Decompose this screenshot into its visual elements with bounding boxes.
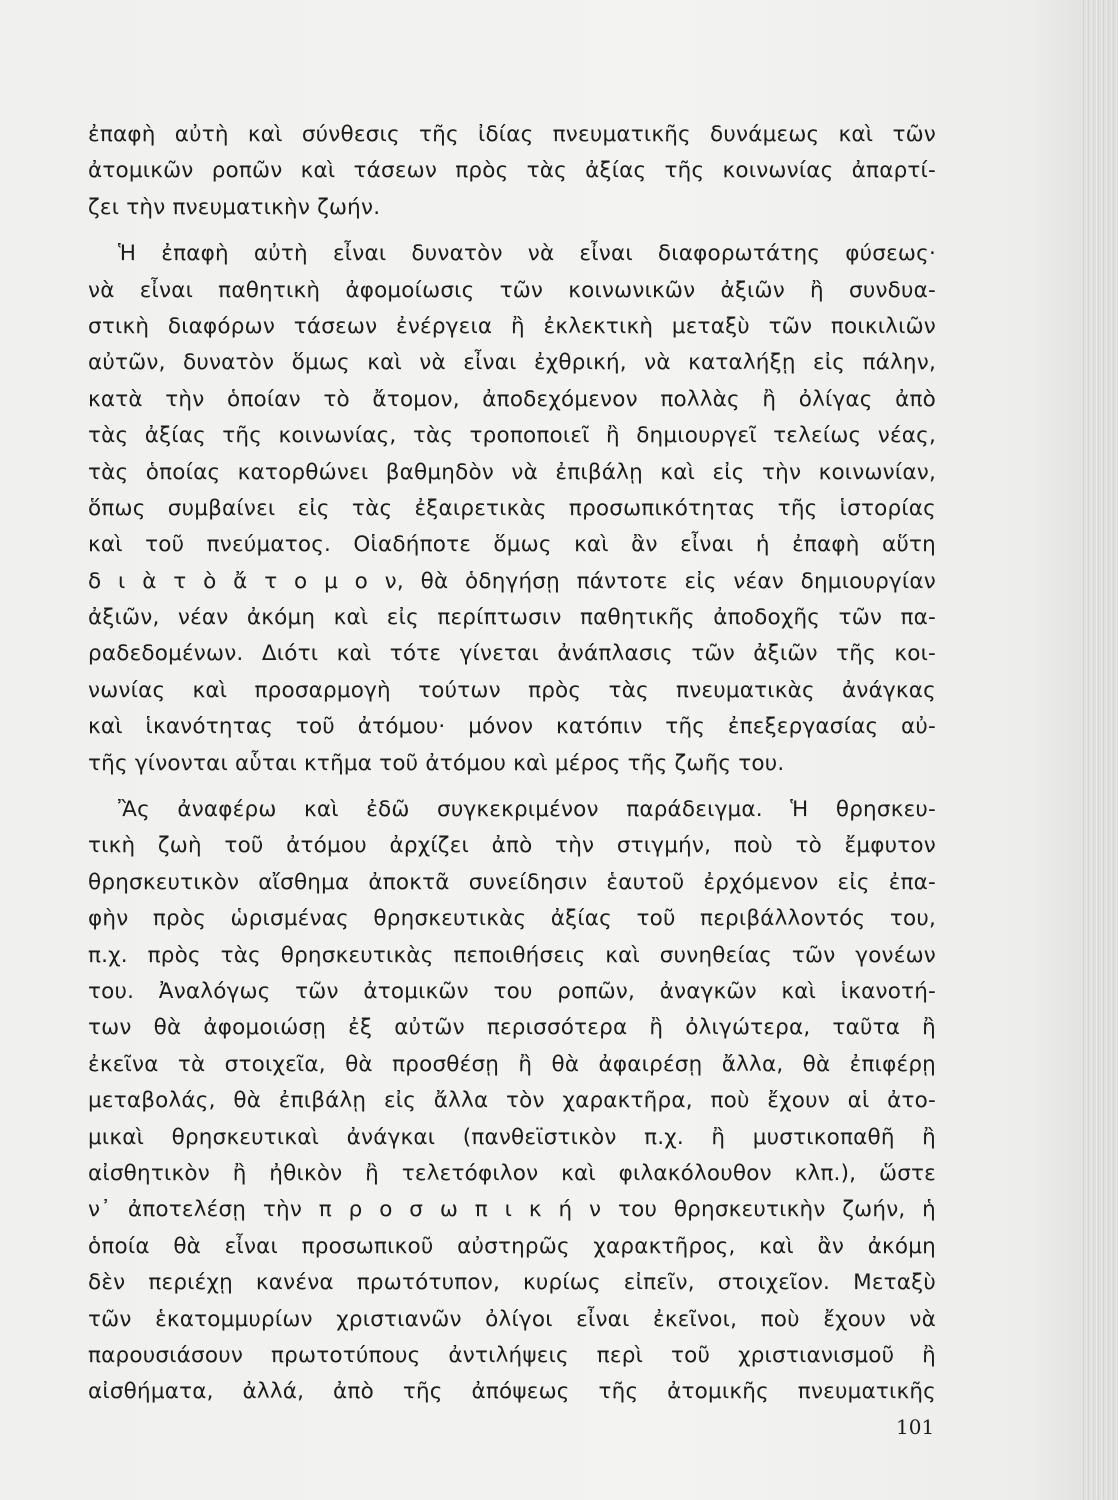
paragraph-2 (88, 236, 936, 782)
page-edge (1080, 0, 1118, 1500)
text-line: δ ι ὰ τ ὸ ἄ τ ο μ ο ν, θὰ ὁδηγήσῃ πάντοτε εἰς νέαν δημιουργίαν (88, 568, 936, 594)
body-text (88, 117, 936, 1411)
text-line: αἰσθήματα, ἀλλά, ἀπὸ τῆς ἀπόψεως τῆς ἀτομικῆς πνευματικῆς (88, 1379, 936, 1405)
text-line: Ἂς ἀναφέρω καὶ ἐδῶ συγκεκριμένον παράδειγμα. Ἡ θρησκευ- (118, 797, 936, 823)
text-line: αἰσθητικὸν ἢ ἠθικὸν ἢ τελετόφιλον καὶ φιλακόλουθον κλπ.), ὥστε (88, 1160, 936, 1186)
text-line: του. Ἀναλόγως τῶν ἀτομικῶν του ροπῶν, ἀναγκῶν καὶ ἱκανοτή- (88, 978, 936, 1004)
text-line: φὴν πρὸς ὡρισμένας θρησκευτικὰς ἀξίας τοῦ περιβάλλοντός του, (88, 906, 936, 932)
text-line: μικαὶ θρησκευτικαὶ ἀνάγκαι (πανθεϊστικὸν π.χ. ἢ μυστικοπαθῆ ἢ (88, 1124, 936, 1150)
text-line: καὶ τοῦ πνεύματος. Οἱαδήποτε ὅμως καὶ ἂν εἶναι ἡ ἐπαφὴ αὕτη (88, 532, 936, 558)
text-line: στικὴ διαφόρων τάσεων ἐνέργεια ἢ ἐκλεκτικὴ μεταξὺ τῶν ποικιλιῶν (88, 313, 936, 339)
text-line: νὰ εἶναι παθητικὴ ἀφομοίωσις τῶν κοινωνικῶν ἀξιῶν ἢ συνδυα- (88, 277, 936, 303)
paragraph-1 (88, 117, 936, 226)
text-line: παρουσιάσουν πρωτοτύπους ἀντιλήψεις περὶ τοῦ χριστιανισμοῦ ἢ (88, 1342, 936, 1368)
text-line: τῆς γίνονται αὗται κτῆμα τοῦ ἀτόμου καὶ μέρος τῆς ζωῆς του. (88, 750, 785, 776)
text-line: ὅπως συμβαίνει εἰς τὰς ἐξαιρετικὰς προσωπικότητας τῆς ἱστορίας (88, 495, 936, 521)
text-line: κατὰ τὴν ὁποίαν τὸ ἄτομον, ἀποδεχόμενον πολλὰς ἢ ὀλίγας ἀπὸ (88, 386, 936, 412)
text-line: καὶ ἱκανότητας τοῦ ἀτόμου· μόνον κατόπιν τῆς ἐπεξεργασίας αὐ- (88, 714, 936, 740)
text-line: ἀξιῶν, νέαν ἀκόμη καὶ εἰς περίπτωσιν παθητικῆς ἀποδοχῆς τῶν πα- (88, 605, 936, 631)
text-line: τὰς ὁποίας κατορθώνει βαθμηδὸν νὰ ἐπιβάλῃ καὶ εἰς τὴν κοινωνίαν, (88, 459, 936, 485)
page-number: 101 (896, 1415, 935, 1439)
text-line: τὰς ἀξίας τῆς κοινωνίας, τὰς τροποποιεῖ ἢ δημιουργεῖ τελείως νέας, (88, 423, 936, 449)
text-line: τῶν ἑκατομμυρίων χριστιανῶν ὀλίγοι εἶναι ἐκεῖνοι, ποὺ ἔχουν νὰ (88, 1306, 936, 1332)
text-line: ἐκεῖνα τὰ στοιχεῖα, θὰ προσθέσῃ ἢ θὰ ἀφαιρέσῃ ἄλλα, θὰ ἐπιφέρῃ (88, 1051, 936, 1077)
text-line: ζει τὴν πνευματικὴν ζωήν. (88, 194, 381, 220)
text-line: των θὰ ἀφομοιώσῃ ἐξ αὐτῶν περισσότερα ἢ ὀλιγώτερα, ταῦτα ἢ (88, 1015, 936, 1041)
text-line: π.χ. πρὸς τὰς θρησκευτικὰς πεποιθήσεις καὶ συνηθείας τῶν γονέων (88, 942, 936, 968)
text-line: μεταβολάς, θὰ ἐπιβάλῃ εἰς ἄλλα τὸν χαρακτῆρα, ποὺ ἔχουν αἱ ἀτο- (88, 1088, 936, 1114)
text-line: ὁποία θὰ εἶναι προσωπικοῦ αὐστηρῶς χαρακτῆρος, καὶ ἂν ἀκόμη (88, 1233, 936, 1259)
text-line: ἀτομικῶν ροπῶν καὶ τάσεων πρὸς τὰς ἀξίας τῆς κοινωνίας ἀπαρτί- (88, 158, 936, 184)
text-line: ν᾽ ἀποτελέσῃ τὴν π ρ ο σ ω π ι κ ή ν του θρησκευτικὴν ζωήν, ἡ (88, 1197, 936, 1223)
paragraph-3 (88, 792, 936, 1411)
text-line: Ἡ ἐπαφὴ αὐτὴ εἶναι δυνατὸν νὰ εἶναι διαφορωτάτης φύσεως· (118, 241, 936, 267)
text-line: νωνίας καὶ προσαρμογὴ τούτων πρὸς τὰς πνευματικὰς ἀνάγκας (88, 677, 936, 703)
text-line: δὲν περιέχῃ κανένα πρωτότυπον, κυρίως εἰπεῖν, στοιχεῖον. Μεταξὺ (88, 1270, 936, 1296)
text-line: ἐπαφὴ αὐτὴ καὶ σύνθεσις τῆς ἰδίας πνευματικῆς δυνάμεως καὶ τῶν (88, 122, 936, 147)
text-line: τικὴ ζωὴ τοῦ ἀτόμου ἀρχίζει ἀπὸ τὴν στιγμήν, ποὺ τὸ ἔμφυτον (88, 833, 936, 859)
text-line: ραδεδομένων. Διότι καὶ τότε γίνεται ἀνάπλασις τῶν ἀξιῶν τῆς κοι- (88, 641, 936, 667)
text-line: θρησκευτικὸν αἴσθημα ἀποκτᾶ συνείδησιν ἑαυτοῦ ἐρχόμενον εἰς ἐπα- (88, 869, 936, 895)
text-line: αὐτῶν, δυνατὸν ὅμως καὶ νὰ εἶναι ἐχθρική, νὰ καταλήξῃ εἰς πάλην, (88, 350, 936, 376)
